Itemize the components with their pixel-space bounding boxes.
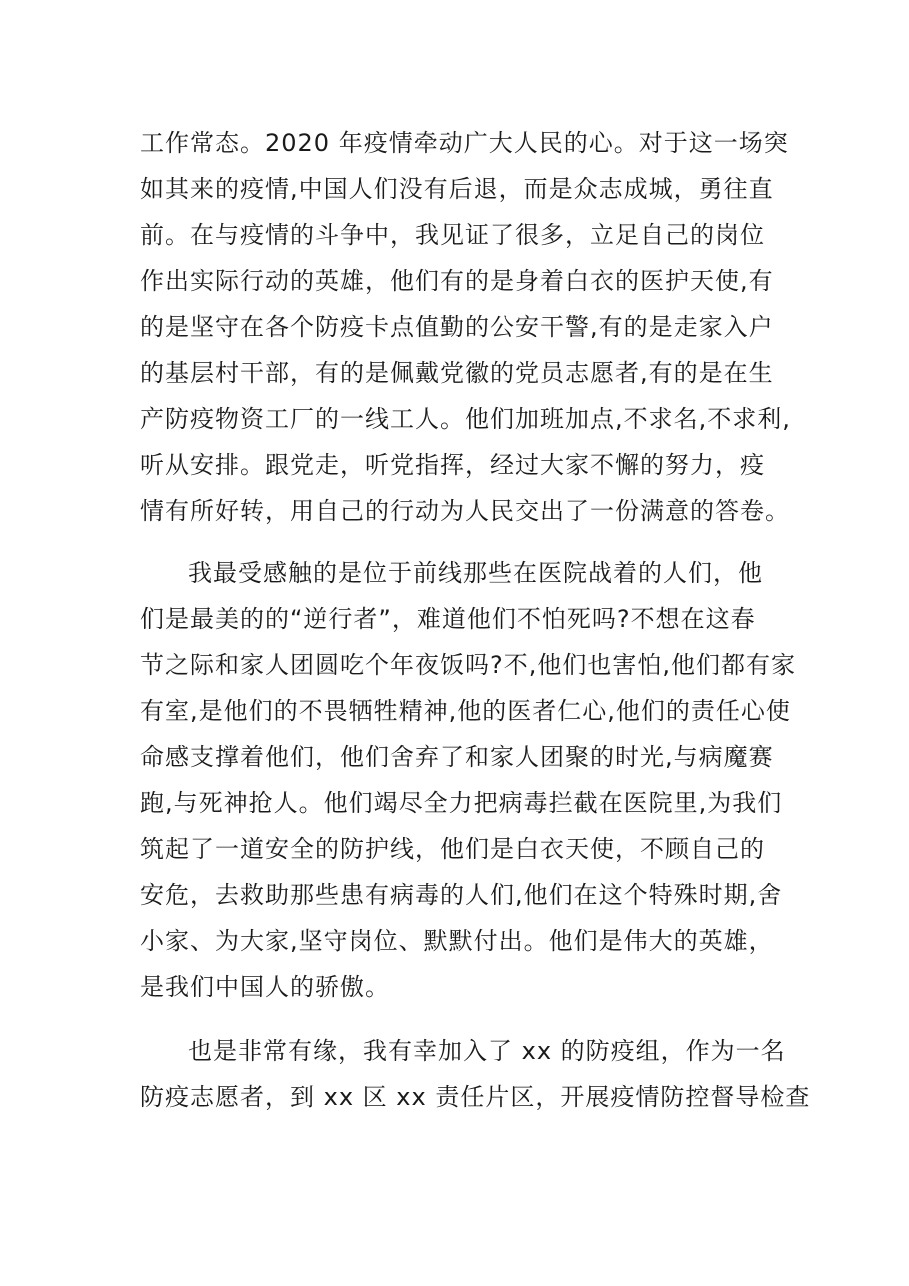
text-line: 小家、为大家,坚守岗位、默默付出。他们是伟大的英雄， (140, 927, 774, 955)
text-line: 节之际和家人团圆吃个年夜饭吗?不,他们也害怕,他们都有家 (140, 651, 796, 679)
text-line: 有室,是他们的不畏牺牲精神,他的医者仁心,他们的责任心使 (140, 697, 791, 725)
text-line: 如其来的疫情,中国人们没有后退，而是众志成城，勇往直 (140, 175, 774, 203)
text-line: 筑起了一道安全的防护线，他们是白衣天使，不顾自己的 (140, 835, 765, 863)
text-line: 听从安排。跟党走，听党指挥，经过大家不懈的努力，疫 (140, 451, 765, 479)
text-line: 情有所好转，用自己的行动为人民交出了一份满意的答卷。 (140, 497, 790, 525)
text-line: 防疫志愿者，到 xx 区 xx 责任片区，开展疫情防控督导检查 (140, 1083, 811, 1111)
text-line: 的是坚守在各个防疫卡点值勤的公安干警,有的是走家入户 (140, 313, 774, 341)
text-line: 安危，去救助那些患有病毒的人们,他们在这个特殊时期,舍 (140, 881, 783, 909)
text-line: 我最受感触的是位于前线那些在医院战着的人们，他 (188, 559, 763, 587)
text-line: 工作常态。2020 年疫情牵动广大人民的心。对于这一场突 (140, 129, 789, 157)
text-line: 作出实际行动的英雄，他们有的是身着白衣的医护天使,有 (140, 267, 774, 295)
text-line: 们是最美的的“逆行者”，难道他们不怕死吗?不想在这春 (140, 605, 756, 633)
text-line: 也是非常有缘，我有幸加入了 xx 的防疫组，作为一名 (188, 1037, 786, 1065)
text-line: 命感支撑着他们，他们舍弃了和家人团聚的时光,与病魔赛 (140, 743, 774, 771)
text-line: 产防疫物资工厂的一线工人。他们加班加点,不求名,不求利, (140, 405, 791, 433)
text-line: 是我们中国人的骄傲。 (140, 973, 390, 1001)
text-line: 跑,与死神抢人。他们竭尽全力把病毒拦截在医院里,为我们 (140, 789, 783, 817)
text-line: 前。在与疫情的斗争中，我见证了很多，立足自己的岗位 (140, 221, 765, 249)
text-line: 的基层村干部，有的是佩戴党徽的党员志愿者,有的是在生 (140, 359, 774, 387)
